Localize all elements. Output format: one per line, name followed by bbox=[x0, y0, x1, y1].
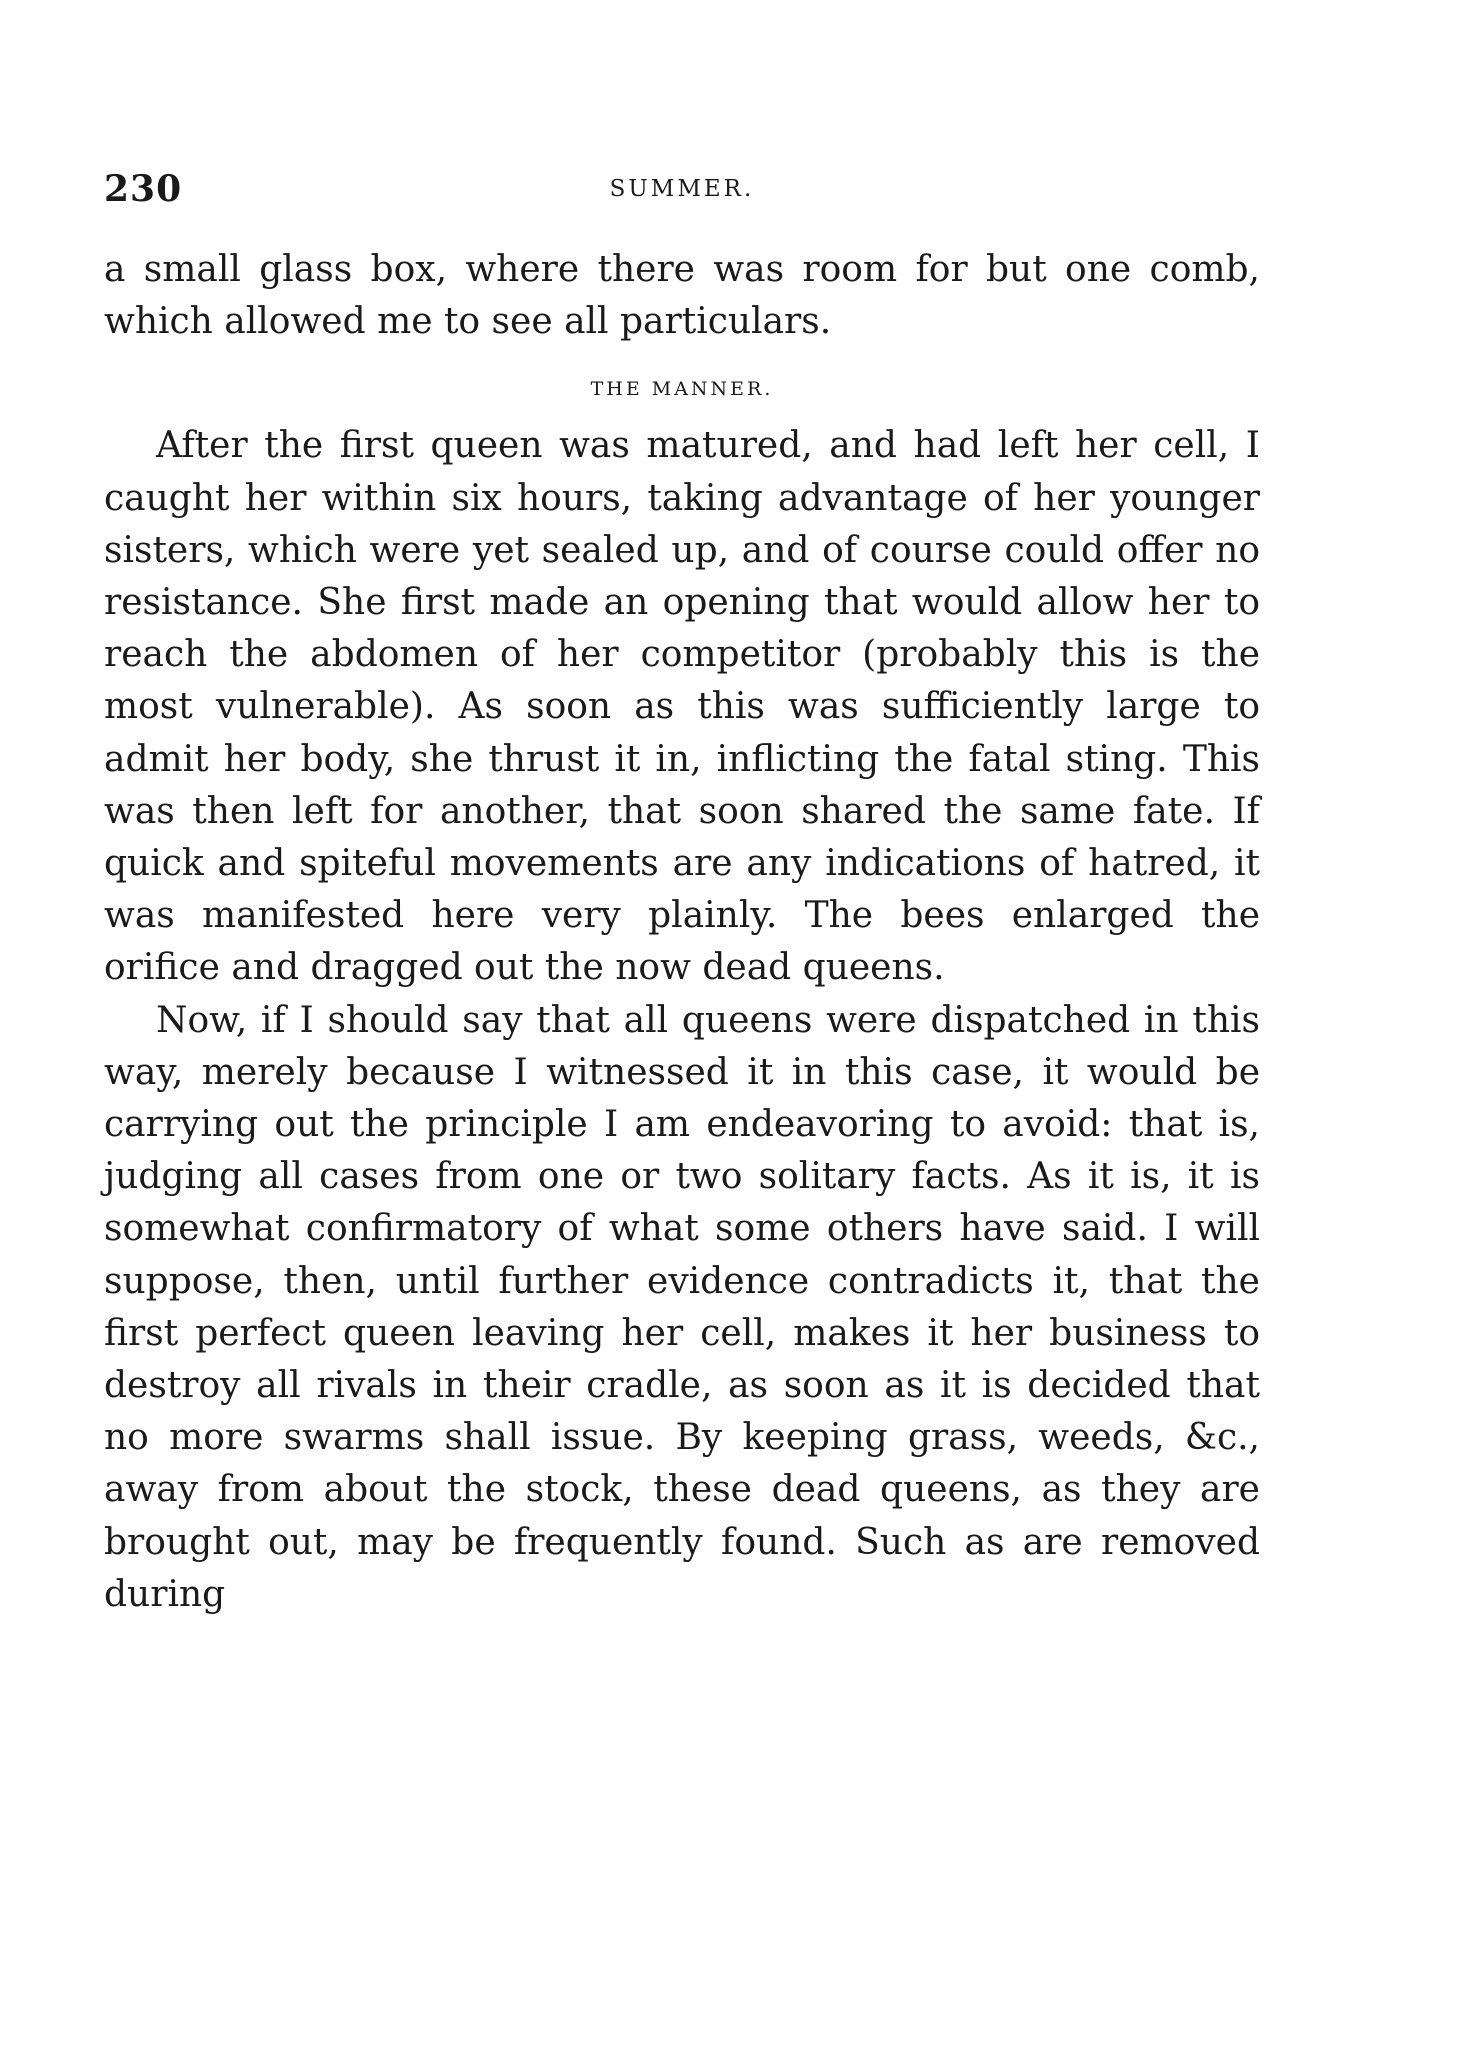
body-text bbox=[104, 244, 1260, 1621]
intro-paragraph: a small glass box, where there was room for but one comb, which allowed me to see all particulars. bbox=[104, 249, 1260, 343]
page-number: 230 bbox=[104, 168, 183, 210]
section-heading: THE MANNER. bbox=[590, 378, 774, 401]
paragraph-2: Now, if I should say that all queens were dispatched in this way, merely because I witnessed it in this case, it would be carrying out the principle I am endeavoring to avoid: that is, judging all cases from one or two solitary facts. As it is, it is somewhat confirmatory of what some others have said. I will suppose, then, until further evidence contradicts it, that the first perfect queen leaving her cell, makes it her business to destroy all rivals in their cradle, as soon as it is decided that no more swarms shall issue. By keeping grass, weeds, &c., away from about the stock, these dead queens, as they are brought out, may be frequently found. Such as are removed during bbox=[104, 999, 1260, 1615]
page-header bbox=[104, 168, 1260, 218]
paragraph-1: After the first queen was matured, and had left her cell, I caught her within six hours, taking advantage of her younger sisters, which were yet sealed up, and of course could offer no resistance. She first made an opening that would allow her to reach the abdomen of her competitor (probably this is the most vulnerable). As soon as this was sufficiently large to admit her body, she thrust it in, inflicting the fatal sting. This was then left for another, that soon shared the same fate. If quick and spiteful movements are any indications of hatred, it was manifested here very plainly. The bees enlarged the orifice and dragged out the now dead queens. bbox=[104, 425, 1260, 989]
running-head: SUMMER. bbox=[609, 176, 755, 202]
